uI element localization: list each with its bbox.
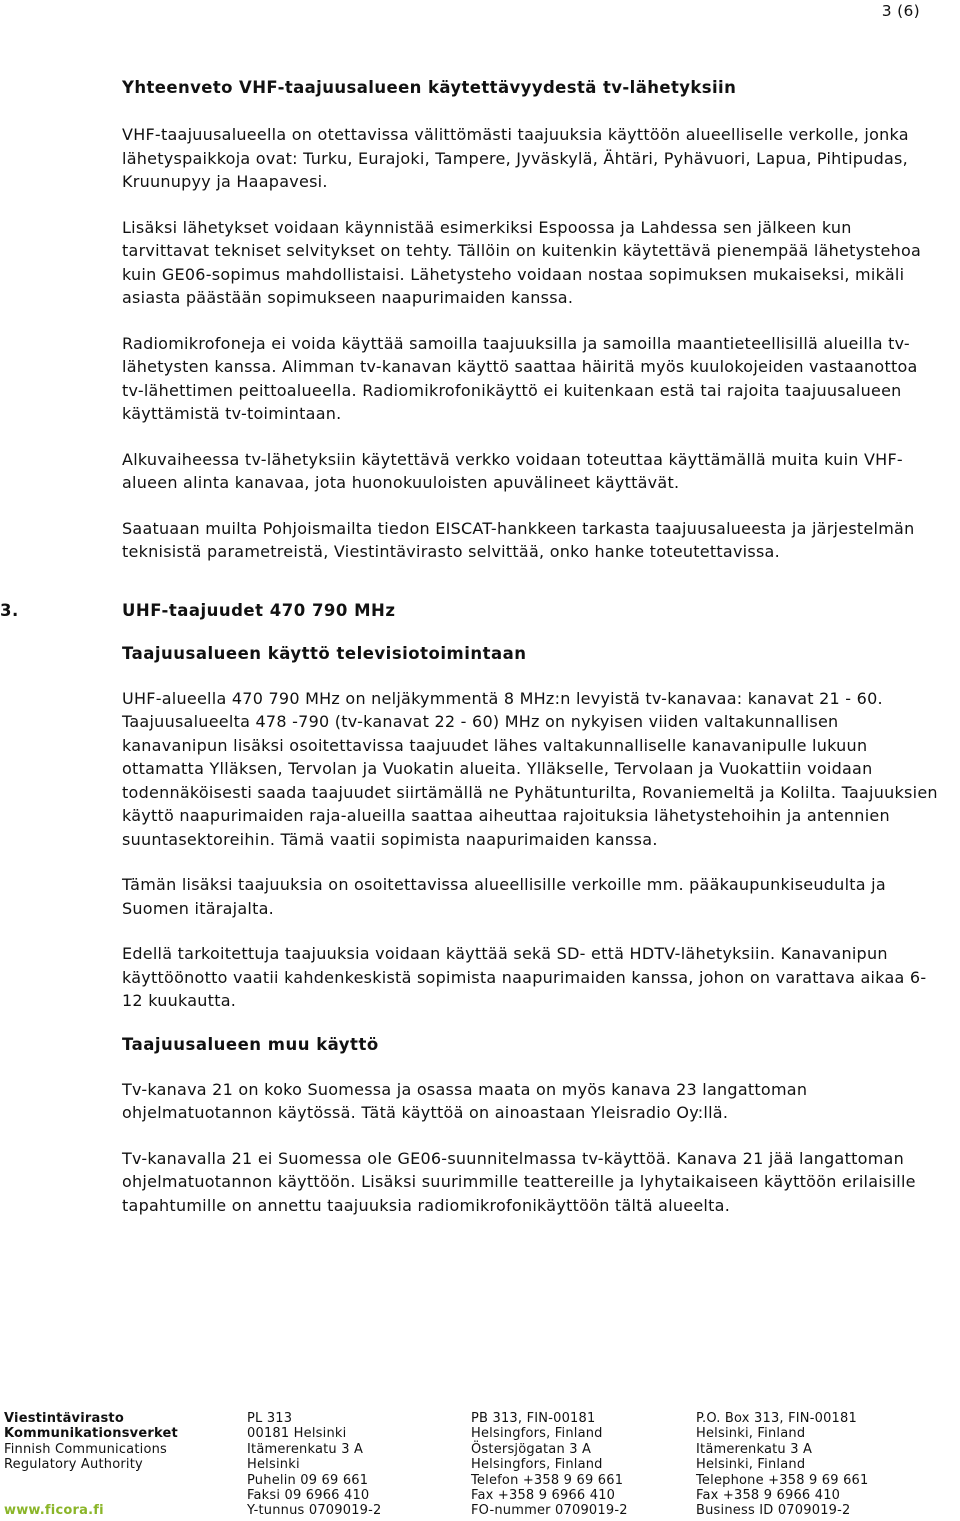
org-name-en: Finnish Communications bbox=[4, 1441, 168, 1457]
paragraph: UHF-alueella 470 790 MHz on neljäkymmentä 8 MHz:n levyistä tv-kanavaa: kanavat 21 - 60. Taajuusalueelta 478 -790 (tv-kanavat 22 - 60) MHz on nykyisen viiden valtakunnallisen kanavanipun lisäksi osoitettavissa taajuudet lähes valtakunnalliselle kanavanipulle lukuun ottamatta Ylläksen, Tervolan ja Vuokatin alueita. Ylläkselle, Tervolaan ja Vuokattiin voidaan todennäköisesti saada taajuudet siirtämällä ne Pyhätunturilta, Rovaniemeltä ja Kolilta. Taajuuksien käyttö naapurimaiden raja-alueilla saattaa aiheuttaa rajoituksia lähetystehoihin ja antennien suuntasektoreihin. Tämä vaatii sopimista naapurimaiden kanssa. bbox=[122, 688, 938, 849]
footer-line: Telephone +358 9 69 661 bbox=[696, 1472, 869, 1488]
footer-column-swedish bbox=[471, 1411, 628, 1519]
footer-line: Itämerenkatu 3 A bbox=[696, 1441, 813, 1457]
document-body bbox=[0, 78, 940, 1239]
website-link[interactable]: www.ficora.fi bbox=[4, 1503, 104, 1519]
footer-line: Fax +358 9 6966 410 bbox=[471, 1488, 616, 1504]
footer-line: Itämerenkatu 3 A bbox=[247, 1441, 364, 1457]
paragraph: Lisäksi lähetykset voidaan käynnistää esimerkiksi Espoossa ja Lahdessa sen jälkeen kun tarvittavat tekniset selvitykset on tehty. Tällöin on kuitenkin käytettävä pienempää lähetystehoa kuin GE06-sopimus mahdollistaisi. Lähetysteho voidaan nostaa sopimuksen mukaiseksi, mikäli asiasta päästään sopimukseen naapurimaiden kanssa. bbox=[122, 217, 922, 307]
footer-line: Business ID 0709019-2 bbox=[696, 1503, 851, 1519]
subsection-heading: Taajuusalueen käyttö televisiotoimintaan bbox=[122, 643, 527, 663]
footer-column-finnish bbox=[247, 1411, 382, 1519]
footer-line: PL 313 bbox=[247, 1411, 293, 1426]
footer-line: Fax +358 9 6966 410 bbox=[696, 1488, 841, 1504]
footer-line: Helsinki bbox=[247, 1457, 300, 1473]
org-name-sv: Kommunikationsverket bbox=[4, 1426, 178, 1442]
footer-line: Helsingfors, Finland bbox=[471, 1426, 603, 1442]
paragraph: Alkuvaiheessa tv-lähetyksiin käytettävä verkko voidaan toteuttaa käyttämällä muita kuin VHF-alueen alinta kanavaa, jota huonokuuloisten apuvälineet käyttävät. bbox=[122, 449, 903, 492]
footer-line: Telefon +358 9 69 661 bbox=[471, 1472, 624, 1488]
org-name-fi: Viestintävirasto bbox=[4, 1411, 124, 1426]
paragraph: Tv-kanava 21 on koko Suomessa ja osassa maata on myös kanava 23 langattoman ohjelmatuotannon käytössä. Tätä käyttöä on ainoastaan Yleisradio Oy:llä. bbox=[122, 1079, 808, 1122]
footer-column-organization bbox=[4, 1411, 178, 1519]
paragraph: Tv-kanavalla 21 ei Suomessa ole GE06-suunnitelmassa tv-käyttöä. Kanava 21 jää langattoman ohjelmatuotannon käyttöön. Lisäksi suurimmille teattereille ja lyhytaikaiseen käyttöön erilaisille tapahtumille on annettu taajuuksia radiomikrofonikäyttöön tältä alueelta. bbox=[122, 1148, 916, 1215]
footer-line: PB 313, FIN-00181 bbox=[471, 1411, 596, 1426]
footer-line: Helsingfors, Finland bbox=[471, 1457, 603, 1473]
org-name-en: Regulatory Authority bbox=[4, 1457, 143, 1473]
footer-line: P.O. Box 313, FIN-00181 bbox=[696, 1411, 857, 1426]
paragraph: VHF-taajuusalueella on otettavissa välittömästi taajuuksia käyttöön alueelliselle verkolle, jonka lähetyspaikkoja ovat: Turku, Eurajoki, Tampere, Jyväskylä, Ähtäri, Pyhävuori, Lapua, Pihtipudas, Kruunupyy ja Haapavesi. bbox=[122, 125, 909, 191]
section-number: 3. bbox=[0, 600, 19, 620]
paragraph: Tämän lisäksi taajuuksia on osoitettavissa alueellisille verkoille mm. pääkaupunkiseudulta ja Suomen itärajalta. bbox=[122, 875, 886, 918]
footer-line: Puhelin 09 69 661 bbox=[247, 1472, 369, 1488]
subsection-heading: Taajuusalueen muu käyttö bbox=[122, 1034, 379, 1054]
footer-line: Faksi 09 6966 410 bbox=[247, 1488, 370, 1504]
section-title: UHF-taajuudet 470 790 MHz bbox=[122, 600, 396, 620]
footer-line: 00181 Helsinki bbox=[247, 1426, 347, 1442]
footer-line: Helsinki, Finland bbox=[696, 1426, 806, 1442]
page-number: 3 (6) bbox=[881, 2, 920, 20]
footer-line: Östersjögatan 3 A bbox=[471, 1441, 592, 1457]
footer-line: Helsinki, Finland bbox=[696, 1457, 806, 1473]
paragraph: Edellä tarkoitettuja taajuuksia voidaan käyttää sekä SD- että HDTV-lähetyksiin. Kanavanipun käyttöönotto vaatii kahdenkeskistä sopimista naapurimaiden kanssa, johon on varattava aikaa 6-12 kuukautta. bbox=[122, 944, 927, 1010]
footer-column-english bbox=[696, 1411, 868, 1519]
footer-line: Y-tunnus 0709019-2 bbox=[247, 1503, 382, 1519]
paragraph: Radiomikrofoneja ei voida käyttää samoilla taajuuksilla ja samoilla maantieteellisillä alueilla tv-lähetysten kanssa. Alimman tv-kanavan käyttö saattaa häiritä myös kuulokojeiden vastaanottoa tv-lähettimen peittoalueella. Radiomikrofonikäyttö ei kuitenkaan estä tai rajoita taajuusalueen käyttämistä tv-toimintaan. bbox=[122, 333, 918, 423]
paragraph: Saatuaan muilta Pohjoismailta tiedon EISCAT-hankkeen tarkasta taajuusalueesta ja järjestelmän teknisistä parametreistä, Viestintävirasto selvittää, onko hanke toteutettavissa. bbox=[122, 518, 915, 561]
section-heading bbox=[0, 601, 940, 620]
footer-line: FO-nummer 0709019-2 bbox=[471, 1503, 628, 1519]
document-heading: Yhteenveto VHF-taajuusalueen käytettävyydestä tv-lähetyksiin bbox=[122, 78, 737, 97]
